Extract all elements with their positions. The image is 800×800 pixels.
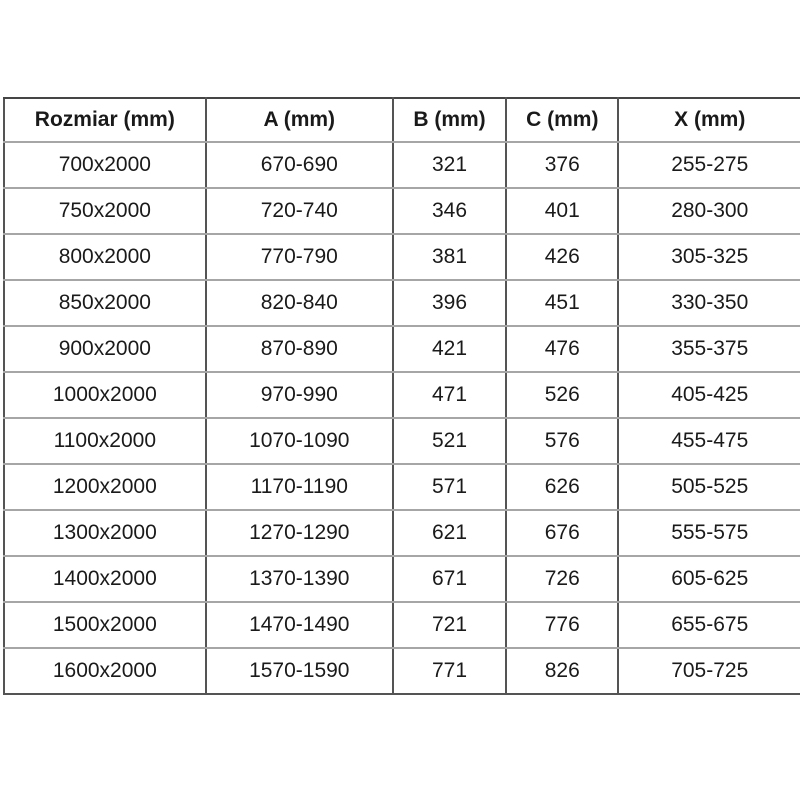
- table-cell: 1470-1490: [206, 602, 393, 648]
- table-cell: 426: [506, 234, 618, 280]
- table-cell: 555-575: [618, 510, 800, 556]
- header-rozmiar: Rozmiar (mm): [4, 98, 206, 142]
- table-cell: 526: [506, 372, 618, 418]
- table-cell: 1400x2000: [4, 556, 206, 602]
- table-cell: 1100x2000: [4, 418, 206, 464]
- table-cell: 670-690: [206, 142, 393, 188]
- table-cell: 1570-1590: [206, 648, 393, 694]
- table-cell: 381: [393, 234, 506, 280]
- table-cell: 396: [393, 280, 506, 326]
- table-cell: 1200x2000: [4, 464, 206, 510]
- table-cell: 621: [393, 510, 506, 556]
- table-cell: 571: [393, 464, 506, 510]
- table-row: [4, 234, 800, 280]
- table-cell: 471: [393, 372, 506, 418]
- table-cell: 820-840: [206, 280, 393, 326]
- table-cell: 700x2000: [4, 142, 206, 188]
- dimension-table-container: [3, 97, 800, 695]
- table-cell: 1000x2000: [4, 372, 206, 418]
- table-row: [4, 510, 800, 556]
- table-cell: 721: [393, 602, 506, 648]
- table-cell: 870-890: [206, 326, 393, 372]
- table-cell: 576: [506, 418, 618, 464]
- table-cell: 401: [506, 188, 618, 234]
- table-cell: 800x2000: [4, 234, 206, 280]
- table-row: [4, 326, 800, 372]
- table-cell: 521: [393, 418, 506, 464]
- table-cell: 776: [506, 602, 618, 648]
- table-cell: 1300x2000: [4, 510, 206, 556]
- table-cell: 405-425: [618, 372, 800, 418]
- table-cell: 355-375: [618, 326, 800, 372]
- table-cell: 455-475: [618, 418, 800, 464]
- table-row: [4, 418, 800, 464]
- table-cell: 850x2000: [4, 280, 206, 326]
- table-row: [4, 280, 800, 326]
- table-cell: 671: [393, 556, 506, 602]
- table-cell: 1370-1390: [206, 556, 393, 602]
- table-row: [4, 372, 800, 418]
- table-cell: 726: [506, 556, 618, 602]
- table-cell: 376: [506, 142, 618, 188]
- table-cell: 970-990: [206, 372, 393, 418]
- table-cell: 1600x2000: [4, 648, 206, 694]
- table-cell: 255-275: [618, 142, 800, 188]
- dimension-table: [3, 97, 800, 695]
- table-body: [4, 142, 800, 694]
- table-cell: 826: [506, 648, 618, 694]
- table-cell: 1170-1190: [206, 464, 393, 510]
- table-row: [4, 464, 800, 510]
- header-row: [4, 98, 800, 142]
- table-cell: 605-625: [618, 556, 800, 602]
- table-row: [4, 142, 800, 188]
- table-header: [4, 98, 800, 142]
- table-cell: 770-790: [206, 234, 393, 280]
- header-x: X (mm): [618, 98, 800, 142]
- table-cell: 280-300: [618, 188, 800, 234]
- table-row: [4, 188, 800, 234]
- table-cell: 421: [393, 326, 506, 372]
- table-cell: 1500x2000: [4, 602, 206, 648]
- table-cell: 720-740: [206, 188, 393, 234]
- header-b: B (mm): [393, 98, 506, 142]
- table-cell: 705-725: [618, 648, 800, 694]
- header-c: C (mm): [506, 98, 618, 142]
- table-cell: 900x2000: [4, 326, 206, 372]
- table-cell: 655-675: [618, 602, 800, 648]
- header-a: A (mm): [206, 98, 393, 142]
- table-cell: 750x2000: [4, 188, 206, 234]
- table-row: [4, 648, 800, 694]
- table-row: [4, 602, 800, 648]
- table-cell: 321: [393, 142, 506, 188]
- table-cell: 771: [393, 648, 506, 694]
- table-row: [4, 556, 800, 602]
- table-cell: 451: [506, 280, 618, 326]
- table-cell: 305-325: [618, 234, 800, 280]
- table-cell: 330-350: [618, 280, 800, 326]
- table-cell: 346: [393, 188, 506, 234]
- table-cell: 1070-1090: [206, 418, 393, 464]
- table-cell: 626: [506, 464, 618, 510]
- table-cell: 676: [506, 510, 618, 556]
- table-cell: 505-525: [618, 464, 800, 510]
- table-cell: 476: [506, 326, 618, 372]
- table-cell: 1270-1290: [206, 510, 393, 556]
